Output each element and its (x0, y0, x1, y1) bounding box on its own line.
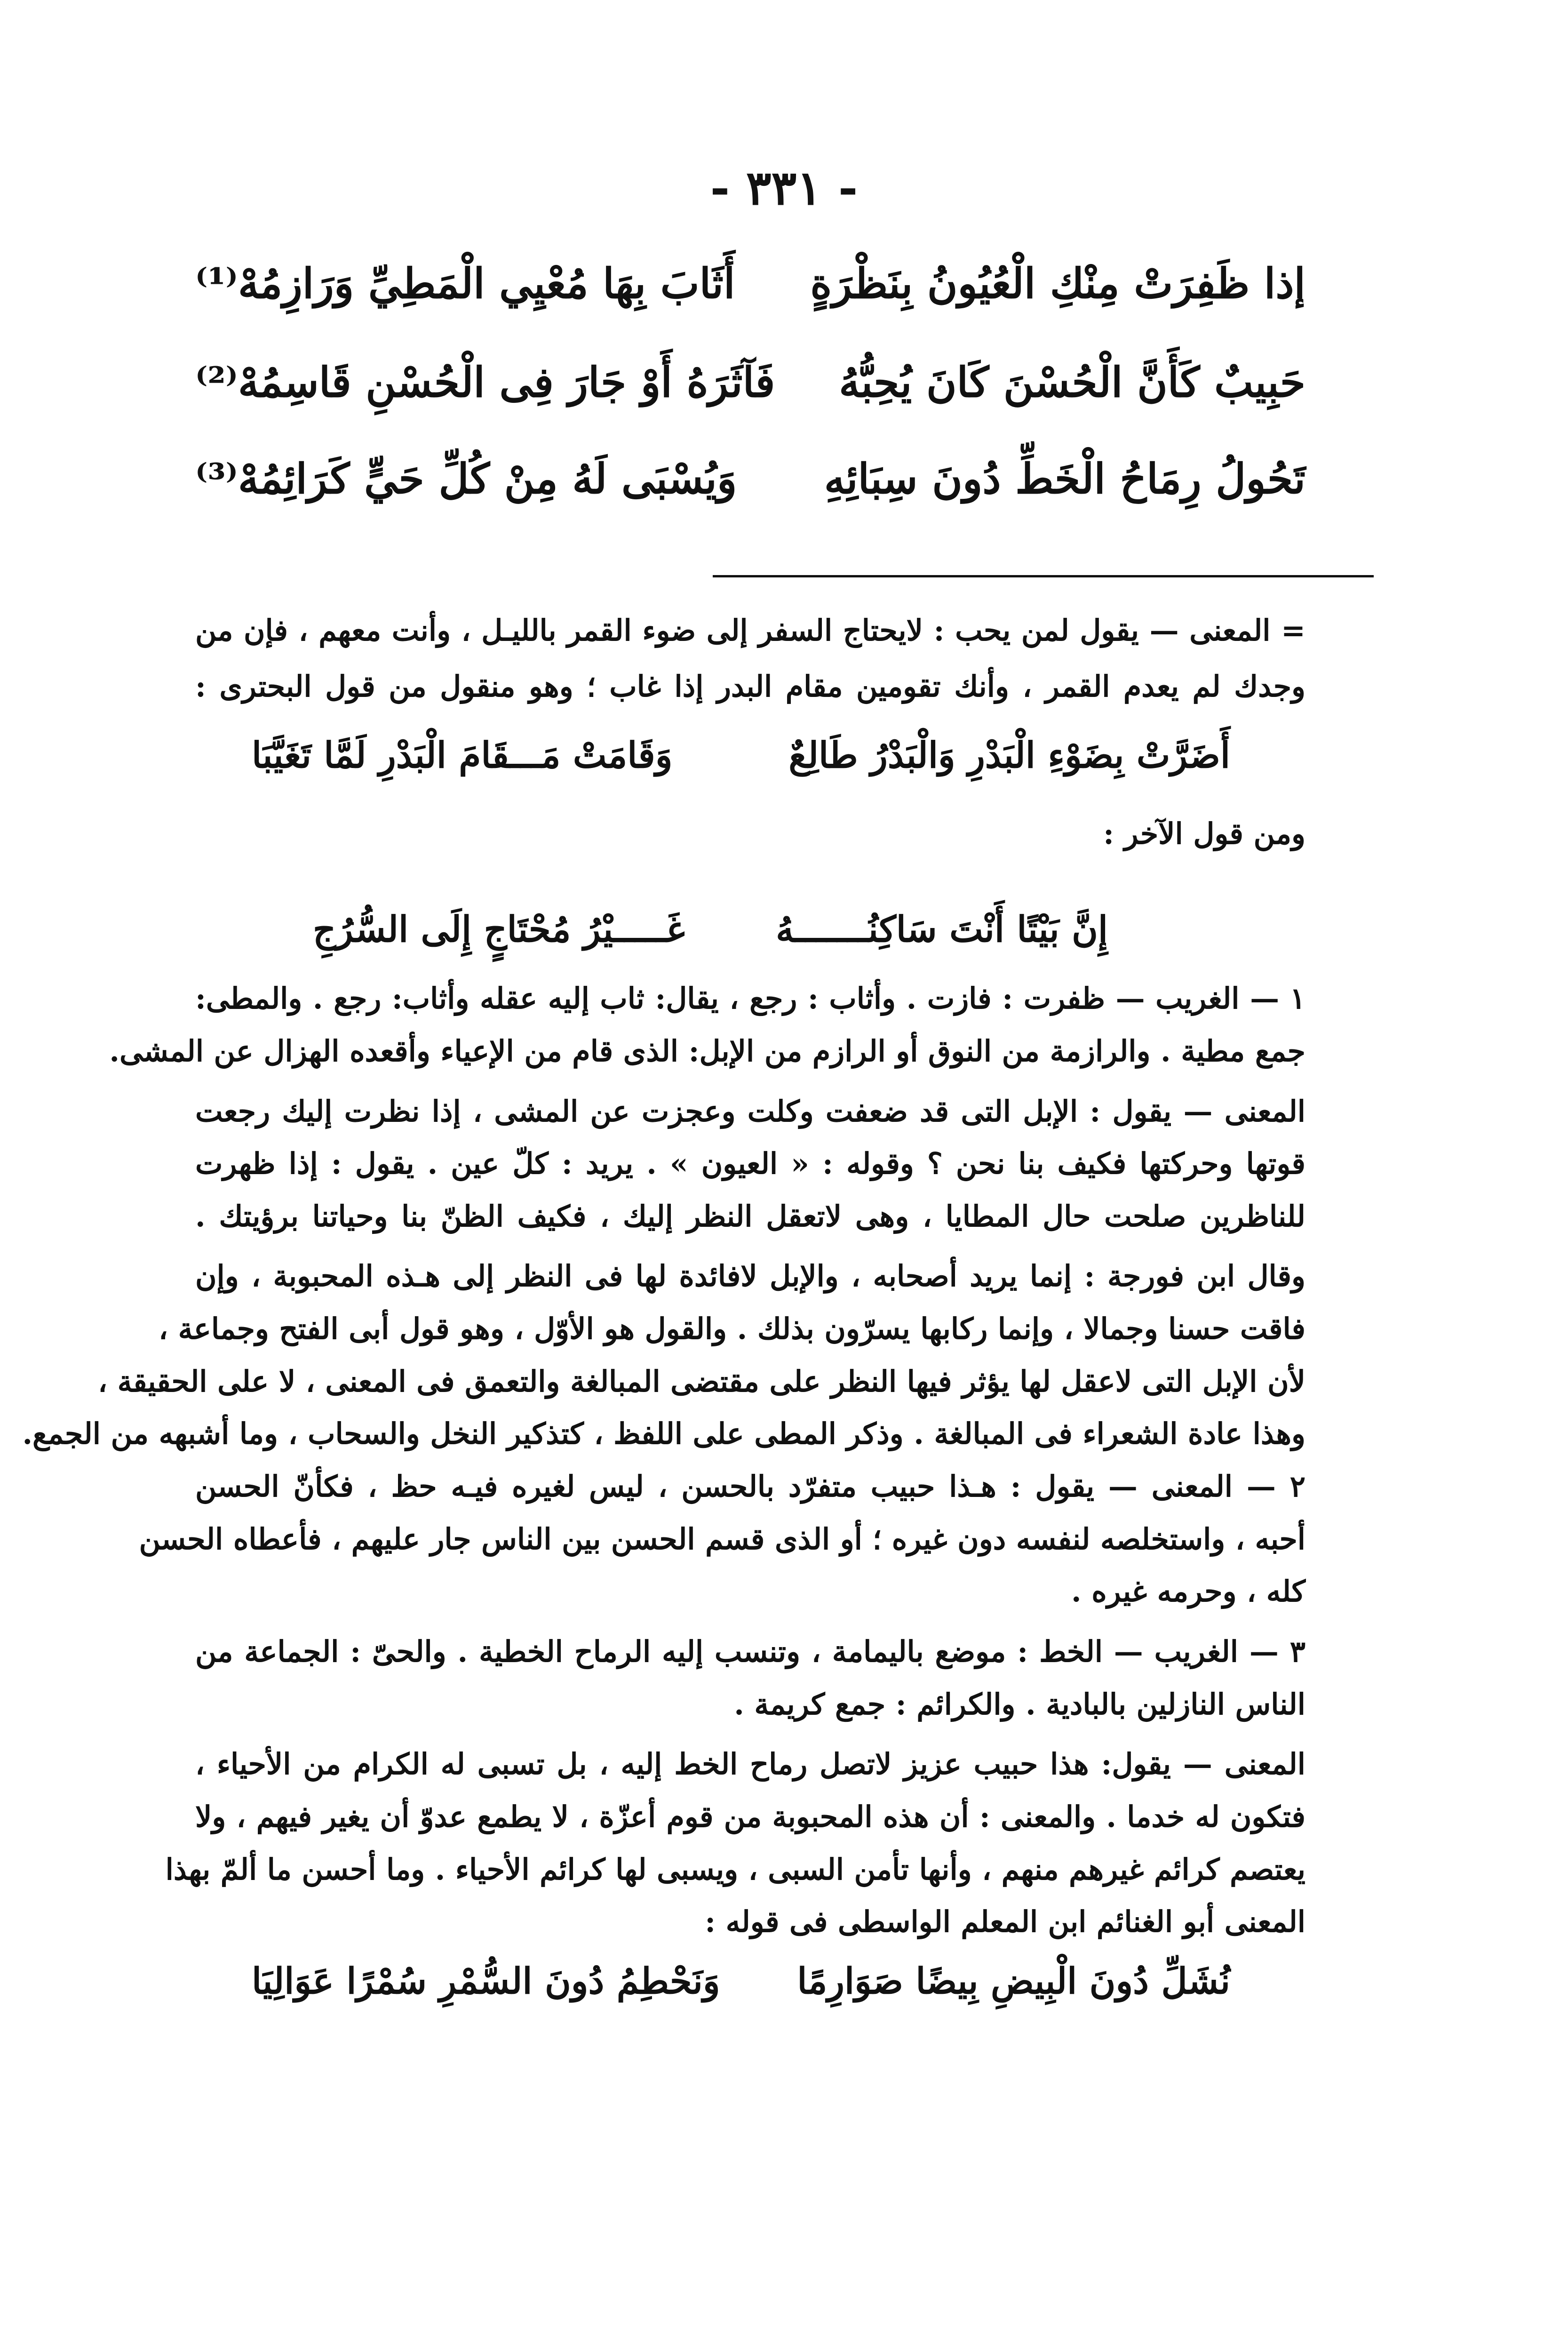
quoted-verse-wasiti (195, 1960, 1305, 2021)
verse-hemistich-left: غَـــــيْرُ مُحْتَاجٍ إِلَى السُّرُجِ (313, 908, 685, 950)
footnote-line: المعنى أبو الغنائم ابن المعلم الواسطى فى قوله : (705, 1904, 1305, 1939)
footnote-line: المعنى — يقول : الإبل التى قد ضعفت وكلت وعجزت عن المشى ، إذا نظرت إليك رجعت (195, 1094, 1305, 1128)
verse-hemistich-right: إِنَّ بَيْتًا أَنْتَ سَاكِنُـــــــهُ (776, 908, 1108, 950)
verse-hemistich-right: حَبِيبٌ كَأَنَّ الْحُسْنَ كَانَ يُحِبُّهُ (839, 358, 1305, 407)
footnote-line: وقال ابن فورجة : إنما يريد أصحابه ، والإبل لافائدة لها فى النظر إلى هـذه المحبوبة ، وإن (195, 1259, 1305, 1293)
page-number: - ٣٣١ - (710, 160, 858, 216)
verse-hemistich-right: أَضَرَّتْ بِضَوْءِ الْبَدْرِ وَالْبَدْرُ طَالِعٌ (788, 734, 1230, 776)
footnote-line: للناظرين صلحت حال المطايا ، وهى لاتعقل النظر إليك ، فكيف الظنّ بنا وحياتنا برؤيتك . (195, 1199, 1305, 1233)
poem-verse-1 (195, 259, 1305, 320)
verse-hemistich-right: نُشَلِّ دُونَ الْبِيضِ بِيضًا صَوَارِمًا (797, 1960, 1230, 2002)
footnote-line: أحبه ، واستخلصه لنفسه دون غيره ؛ أو الذى قسم الحسن بين الناس جار عليهم ، فأعطاه الحسن (139, 1522, 1305, 1556)
footnote-line: فتكون له خدما . والمعنى : أن هذه المحبوبة من قوم أعزّة ، لا يطمع عدوّ أن يغير فيهم ، ولا (195, 1800, 1305, 1834)
footnote-divider (713, 575, 1374, 577)
verse-hemistich-right: إذا ظَفِرَتْ مِنْكِ الْعُيُونُ بِنَظْرَةٍ (810, 259, 1305, 308)
footnote-line: فاقت حسنا وجمالا ، وإنما ركابها يسرّون بذلك . والقول هو الأوّل ، وهو قول أبى الفتح وجماعة ، (159, 1312, 1305, 1346)
verse-hemistich-left: أَثَابَ بِهَا مُعْيِي الْمَطِيِّ وَرَازِمُهْ⁽¹⁾ (195, 259, 735, 308)
footnote-line: جمع مطية . والرازمة من النوق أو الرازم من الإبل: الذى قام من الإعياء وأقعده الهزال عن المشى. (109, 1034, 1305, 1068)
poem-verse-2 (195, 358, 1305, 419)
footnote-line: قوتها وحركتها فكيف بنا نحن ؟ وقوله : « العيون » . يريد : كلّ عين . يقول : إذا ظهرت (195, 1146, 1305, 1181)
footnote-line: ١ — الغريب — ظفرت : فازت . وأثاب : رجع ، يقال: ثاب إليه عقله وأثاب: رجع . والمطى: (195, 981, 1305, 1016)
footnote-line: يعتصم كرائم غيرهم منهم ، وأنها تأمن السبى ، ويسبى لها كرائم الأحياء . وما أحسن ما ألمّ بهذا (165, 1852, 1305, 1887)
verse-hemistich-left: فَآثَرَهُ أَوْ جَارَ فِى الْحُسْنِ قَاسِمُهْ⁽²⁾ (195, 358, 775, 407)
verse-hemistich-right: تَحُولُ رِمَاحُ الْخَطِّ دُونَ سِبَائِهِ (824, 454, 1305, 503)
verse-hemistich-left: وَيُسْبَى لَهُ مِنْ كُلِّ حَيٍّ كَرَائِمُهْ⁽³⁾ (195, 454, 737, 503)
quoted-verse-buhturi (195, 734, 1305, 795)
footnote-line: ٣ — الغريب — الخط : موضع باليمامة ، وتنسب إليه الرماح الخطية . والحىّ : الجماعة من (195, 1634, 1305, 1669)
commentary-line: ومن قول الآخر : (1103, 816, 1305, 851)
poem-verse-3 (195, 454, 1305, 515)
footnote-line: ٢ — المعنى — يقول : هـذا حبيب متفرّد بالحسن ، ليس لغيره فيـه حظ ، فكأنّ الحسن (195, 1469, 1305, 1504)
verse-hemistich-left: وَقَامَتْ مَـــقَامَ الْبَدْرِ لَمَّا تَغَيَّبَا (252, 734, 673, 776)
commentary-line: وجدك لم يعدم القمر ، وأنك تقومين مقام البدر إذا غاب ؛ وهو منقول من قول البحترى : (195, 669, 1305, 704)
commentary-line: = المعنى — يقول لمن يحب : لايحتاج السفر إلى ضوء القمر بالليـل ، وأنت معهم ، فإن من (195, 613, 1305, 648)
footnote-line: كله ، وحرمه غيره . (1071, 1574, 1305, 1608)
footnote-line: وهذا عادة الشعراء فى المبالغة . وذكر المطى على اللفظ ، كتذكير النخل والسحاب ، وما أشبهه من الجمع. (22, 1416, 1305, 1451)
footnote-line: الناس النازلين بالبادية . والكرائم : جمع كريمة . (734, 1687, 1305, 1721)
footnote-line: لأن الإبل التى لاعقل لها يؤثر فيها النظر على مقتضى المبالغة والتعمق فى المعنى ، لا على الحقيقة ، (98, 1364, 1305, 1399)
verse-hemistich-left: وَنَحْطِمُ دُونَ السُّمْرِ سُمْرًا عَوَالِيَا (252, 1960, 720, 2002)
quoted-verse-other (195, 908, 1305, 969)
footnote-line: المعنى — يقول: هذا حبيب عزيز لاتصل رماح الخط إليه ، بل تسبى له الكرام من الأحياء ، (195, 1747, 1305, 1781)
